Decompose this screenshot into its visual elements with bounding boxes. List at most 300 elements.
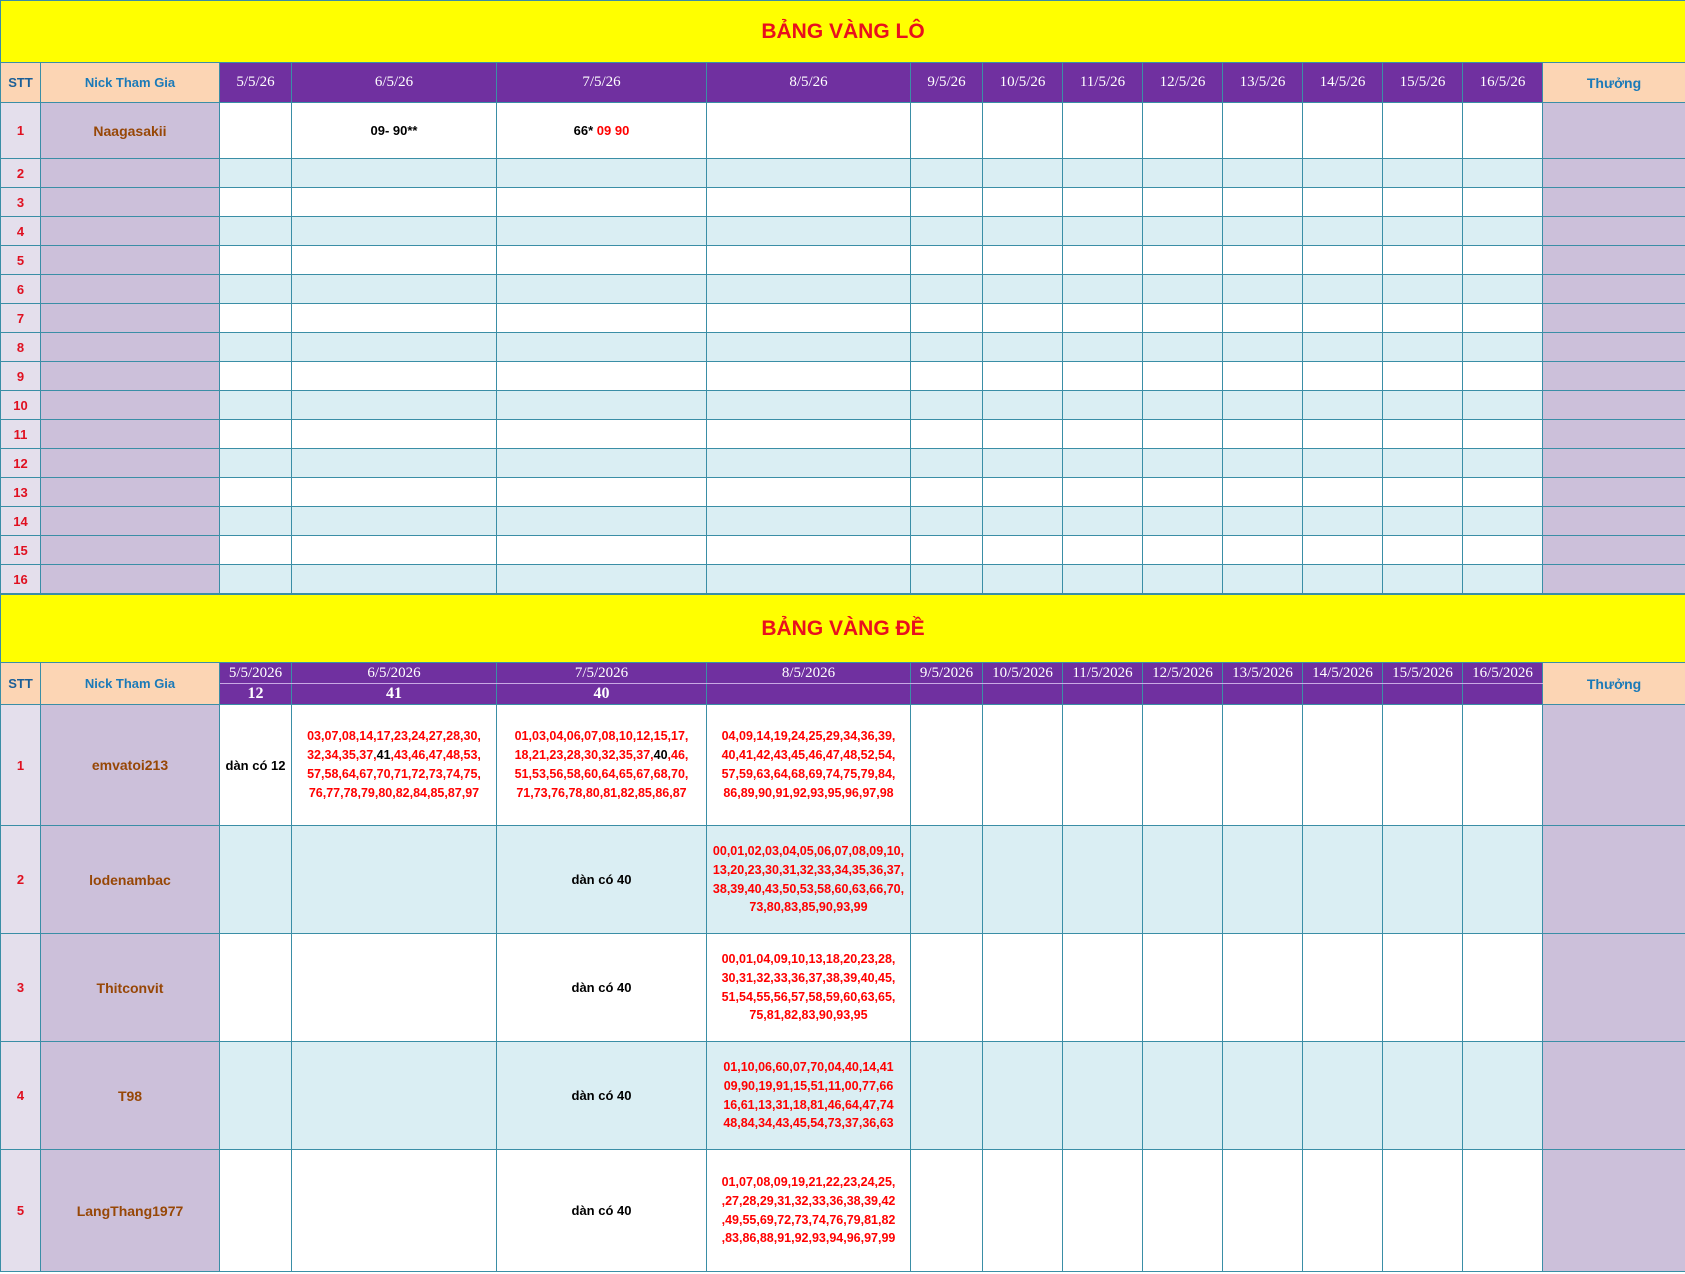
pick-cell[interactable] [1463,159,1543,188]
pick-cell[interactable] [1223,246,1303,275]
pick-cell[interactable] [292,103,497,159]
pick-cell[interactable] [1063,1042,1143,1150]
pick-cell[interactable] [1463,246,1543,275]
pick-cell[interactable] [1383,478,1463,507]
reward-cell[interactable] [1543,705,1685,826]
pick-cell[interactable] [1463,333,1543,362]
pick-cell[interactable] [911,304,983,333]
pick-cell[interactable] [1063,333,1143,362]
pick-cell[interactable] [1383,420,1463,449]
pick-cell[interactable] [1223,478,1303,507]
pick-cell[interactable] [1063,478,1143,507]
pick-cell[interactable] [1383,217,1463,246]
pick-cell[interactable] [1063,391,1143,420]
pick-cell[interactable] [220,449,292,478]
pick-cell[interactable] [1063,246,1143,275]
pick-cell[interactable] [1063,1150,1143,1272]
nick-cell[interactable]: lodenambac [41,826,220,934]
pick-cell[interactable] [1303,1150,1383,1272]
pick-cell[interactable] [1223,304,1303,333]
reward-cell[interactable] [1543,188,1685,217]
pick-cell[interactable] [1143,246,1223,275]
pick-cell[interactable] [1063,449,1143,478]
nick-cell[interactable] [41,217,220,246]
reward-cell[interactable] [1543,449,1685,478]
pick-cell[interactable] [292,420,497,449]
pick-cell[interactable] [1223,449,1303,478]
pick-cell[interactable] [911,1150,983,1272]
pick-cell[interactable] [497,449,707,478]
pick-cell[interactable] [1143,391,1223,420]
pick-cell[interactable] [1143,478,1223,507]
pick-cell[interactable] [220,1150,292,1272]
pick-cell[interactable] [911,536,983,565]
pick-cell[interactable] [1223,507,1303,536]
pick-cell[interactable] [1143,565,1223,594]
pick-cell[interactable] [292,705,497,826]
pick-cell[interactable] [983,565,1063,594]
pick-cell[interactable] [707,934,911,1042]
pick-cell[interactable] [1303,420,1383,449]
pick-cell[interactable] [292,1150,497,1272]
pick-cell[interactable] [497,478,707,507]
pick-cell[interactable] [707,1150,911,1272]
pick-cell[interactable] [1463,103,1543,159]
pick-cell[interactable] [707,391,911,420]
pick-cell[interactable] [497,304,707,333]
pick-cell[interactable] [1463,507,1543,536]
reward-cell[interactable] [1543,1042,1685,1150]
pick-cell[interactable] [1143,159,1223,188]
pick-cell[interactable] [1063,826,1143,934]
pick-cell[interactable] [1383,333,1463,362]
pick-cell[interactable] [1463,188,1543,217]
pick-cell[interactable] [292,333,497,362]
nick-cell[interactable] [41,391,220,420]
pick-cell[interactable] [707,1042,911,1150]
pick-cell[interactable] [292,1042,497,1150]
pick-cell[interactable] [1063,103,1143,159]
pick-cell[interactable] [1143,188,1223,217]
pick-cell[interactable] [1303,188,1383,217]
pick-cell[interactable] [1303,304,1383,333]
pick-cell[interactable] [983,536,1063,565]
pick-cell[interactable] [911,449,983,478]
pick-cell[interactable] [1463,304,1543,333]
pick-cell[interactable] [220,705,292,826]
reward-cell[interactable] [1543,1150,1685,1272]
pick-cell[interactable] [1143,304,1223,333]
pick-cell[interactable] [1303,1042,1383,1150]
pick-cell[interactable] [1143,507,1223,536]
pick-cell[interactable] [983,362,1063,391]
pick-cell[interactable] [1223,103,1303,159]
pick-cell[interactable] [911,420,983,449]
reward-cell[interactable] [1543,159,1685,188]
pick-cell[interactable] [220,934,292,1042]
pick-cell[interactable] [1143,705,1223,826]
pick-cell[interactable] [1223,188,1303,217]
pick-cell[interactable] [983,103,1063,159]
pick-cell[interactable] [1383,826,1463,934]
pick-cell[interactable] [1303,391,1383,420]
pick-cell[interactable] [220,826,292,934]
pick-cell[interactable] [1463,420,1543,449]
pick-cell[interactable] [292,826,497,934]
reward-cell[interactable] [1543,420,1685,449]
pick-cell[interactable] [1223,217,1303,246]
date-header: 7/5/2026 [497,663,707,684]
pick-cell[interactable] [1143,1042,1223,1150]
pick-cell[interactable] [1463,826,1543,934]
pick-cell[interactable] [983,705,1063,826]
pick-cell[interactable] [497,826,707,934]
pick-cell[interactable] [1063,217,1143,246]
pick-cell[interactable] [292,275,497,304]
nick-cell[interactable] [41,536,220,565]
pick-cell[interactable] [1383,304,1463,333]
nick-cell[interactable] [41,565,220,594]
pick-cell[interactable] [220,275,292,304]
reward-cell[interactable] [1543,391,1685,420]
date-header: 5/5/2026 [220,663,292,684]
pick-cell[interactable] [497,333,707,362]
reward-cell[interactable] [1543,478,1685,507]
nick-cell[interactable] [41,333,220,362]
pick-cell[interactable] [220,188,292,217]
pick-cell[interactable] [983,420,1063,449]
pick-cell[interactable] [220,420,292,449]
pick-cell[interactable] [911,391,983,420]
pick-cell[interactable] [911,217,983,246]
nick-cell[interactable] [41,478,220,507]
pick-cell[interactable] [1383,188,1463,217]
pick-cell[interactable] [1143,826,1223,934]
pick-cell[interactable] [1463,1150,1543,1272]
pick-cell[interactable] [292,478,497,507]
pick-cell[interactable] [1383,246,1463,275]
pick-cell[interactable] [1143,275,1223,304]
pick-cell[interactable] [292,391,497,420]
pick-cell[interactable] [707,275,911,304]
pick-cell[interactable] [707,826,911,934]
pick-cell[interactable] [1143,217,1223,246]
pick-cell[interactable] [292,159,497,188]
pick-cell[interactable] [497,275,707,304]
pick-cell[interactable] [1463,478,1543,507]
pick-cell[interactable] [497,1042,707,1150]
pick-cell[interactable] [1303,103,1383,159]
pick-cell[interactable] [220,246,292,275]
pick-cell[interactable] [497,362,707,391]
pick-cell[interactable] [911,188,983,217]
pick-cell[interactable] [1063,275,1143,304]
pick-cell[interactable] [911,333,983,362]
nick-cell[interactable] [41,362,220,391]
pick-cell[interactable] [983,304,1063,333]
pick-cell[interactable] [1143,103,1223,159]
nick-cell[interactable] [41,275,220,304]
pick-cell[interactable] [983,333,1063,362]
pick-cell[interactable] [983,934,1063,1042]
pick-cell[interactable] [497,507,707,536]
pick-cell[interactable] [707,159,911,188]
pick-cell[interactable] [1463,565,1543,594]
pick-cell[interactable] [1463,449,1543,478]
pick-cell[interactable] [497,159,707,188]
pick-cell[interactable] [1383,536,1463,565]
pick-cell[interactable] [1383,159,1463,188]
reward-cell[interactable] [1543,246,1685,275]
pick-cell[interactable] [707,103,911,159]
pick-cell[interactable] [1223,391,1303,420]
pick-cell[interactable] [1463,934,1543,1042]
pick-cell[interactable] [1463,217,1543,246]
pick-cell[interactable] [707,246,911,275]
nick-cell[interactable]: T98 [41,1042,220,1150]
nick-cell[interactable]: LangThang1977 [41,1150,220,1272]
pick-cell[interactable] [707,536,911,565]
pick-cell[interactable] [911,565,983,594]
pick-cell[interactable] [1223,565,1303,594]
pick-cell[interactable] [1303,246,1383,275]
pick-cell[interactable] [497,705,707,826]
pick-cell[interactable] [911,826,983,934]
pick-cell[interactable] [497,420,707,449]
pick-cell[interactable] [1383,103,1463,159]
nick-cell[interactable] [41,159,220,188]
pick-cell[interactable] [292,188,497,217]
pick-cell[interactable] [707,362,911,391]
pick-cell[interactable] [1303,333,1383,362]
pick-cell[interactable] [911,507,983,536]
pick-cell[interactable] [497,246,707,275]
pick-cell[interactable] [220,304,292,333]
pick-cell[interactable] [707,705,911,826]
nick-cell[interactable]: emvatoi213 [41,705,220,826]
pick-cell[interactable] [1063,159,1143,188]
pick-cell[interactable] [1063,934,1143,1042]
pick-cell[interactable] [1143,333,1223,362]
pick-cell[interactable] [983,1042,1063,1150]
pick-cell[interactable] [1303,565,1383,594]
pick-cell[interactable] [1303,705,1383,826]
pick-cell[interactable] [1143,449,1223,478]
pick-cell[interactable] [220,333,292,362]
pick-cell[interactable] [911,159,983,188]
pick-cell[interactable] [1463,362,1543,391]
nick-cell[interactable] [41,304,220,333]
result-number [707,684,911,705]
pick-cell[interactable] [983,1150,1063,1272]
reward-cell[interactable] [1543,333,1685,362]
pick-cell[interactable] [1223,934,1303,1042]
pick-cell[interactable] [1463,536,1543,565]
pick-cell[interactable] [911,103,983,159]
pick-cell[interactable] [1303,934,1383,1042]
pick-cell[interactable] [1383,507,1463,536]
pick-cell[interactable] [1463,1042,1543,1150]
pick-cell[interactable] [1383,362,1463,391]
pick-cell[interactable] [497,934,707,1042]
pick-cell[interactable] [983,826,1063,934]
pick-cell[interactable] [1223,1042,1303,1150]
pick-cell[interactable] [1303,478,1383,507]
pick-cell[interactable] [497,188,707,217]
pick-cell[interactable] [983,246,1063,275]
pick-cell[interactable] [1063,536,1143,565]
pick-cell[interactable] [983,391,1063,420]
pick-cell[interactable] [1063,304,1143,333]
reward-cell[interactable] [1543,103,1685,159]
pick-cell[interactable] [1143,934,1223,1042]
nick-cell[interactable]: Naagasakii [41,103,220,159]
pick-cell[interactable] [292,449,497,478]
pick-cell[interactable] [1303,217,1383,246]
pick-cell[interactable] [983,507,1063,536]
nick-cell[interactable]: Thitconvit [41,934,220,1042]
pick-cell[interactable] [983,188,1063,217]
pick-cell[interactable] [1383,275,1463,304]
reward-cell[interactable] [1543,304,1685,333]
pick-cell[interactable] [497,565,707,594]
pick-cell[interactable] [220,507,292,536]
pick-cell[interactable] [707,565,911,594]
pick-cell[interactable] [983,275,1063,304]
row-number: 6 [1,275,41,304]
reward-cell[interactable] [1543,536,1685,565]
pick-cell[interactable] [1143,536,1223,565]
pick-cell[interactable] [497,1150,707,1272]
pick-cell[interactable] [220,159,292,188]
pick-cell[interactable] [220,362,292,391]
pick-cell[interactable] [983,159,1063,188]
pick-cell[interactable] [911,275,983,304]
pick-cell[interactable] [911,246,983,275]
nick-cell[interactable] [41,420,220,449]
pick-cell[interactable] [707,449,911,478]
pick-cell[interactable] [292,362,497,391]
pick-cell[interactable] [1303,507,1383,536]
pick-cell[interactable] [1223,536,1303,565]
nick-cell[interactable] [41,507,220,536]
pick-cell[interactable] [911,362,983,391]
reward-cell[interactable] [1543,507,1685,536]
pick-cell[interactable] [292,507,497,536]
pick-cell[interactable] [1143,1150,1223,1272]
reward-cell[interactable] [1543,217,1685,246]
nick-cell[interactable] [41,188,220,217]
pick-cell[interactable] [497,217,707,246]
pick-cell[interactable] [497,391,707,420]
pick-cell[interactable] [1223,159,1303,188]
pick-cell[interactable] [1063,705,1143,826]
pick-cell[interactable] [983,217,1063,246]
pick-cell[interactable] [1143,420,1223,449]
pick-cell[interactable] [1383,1150,1463,1272]
pick-cell[interactable] [1223,333,1303,362]
pick-cell[interactable] [1223,420,1303,449]
pick-cell[interactable] [292,565,497,594]
pick-cell[interactable] [1143,362,1223,391]
pick-cell[interactable] [1303,826,1383,934]
pick-cell[interactable] [220,565,292,594]
pick-cell[interactable] [983,478,1063,507]
pick-cell[interactable] [911,478,983,507]
pick-cell[interactable] [707,333,911,362]
pick-cell[interactable] [1063,420,1143,449]
reward-cell[interactable] [1543,275,1685,304]
pick-cell[interactable] [707,478,911,507]
pick-cell[interactable] [1303,275,1383,304]
pick-cell[interactable] [1383,1042,1463,1150]
pick-cell[interactable] [1383,449,1463,478]
date-header: 10/5/26 [983,63,1063,103]
nick-cell[interactable] [41,449,220,478]
pick-cell[interactable] [1223,826,1303,934]
pick-cell[interactable] [1063,362,1143,391]
pick-cell[interactable] [707,188,911,217]
pick-cell[interactable] [1063,188,1143,217]
pick-cell[interactable] [1063,565,1143,594]
reward-cell[interactable] [1543,362,1685,391]
pick-cell[interactable] [497,536,707,565]
pick-cell[interactable] [1463,391,1543,420]
pick-cell[interactable] [1223,362,1303,391]
pick-cell[interactable] [292,217,497,246]
pick-cell[interactable] [1463,705,1543,826]
pick-cell[interactable] [220,217,292,246]
pick-cell[interactable] [220,536,292,565]
pick-cell[interactable] [1223,1150,1303,1272]
pick-cell[interactable] [911,705,983,826]
pick-cell[interactable] [1223,275,1303,304]
pick-cell[interactable] [497,103,707,159]
pick-cell[interactable] [292,304,497,333]
pick-cell[interactable] [1383,705,1463,826]
reward-cell[interactable] [1543,565,1685,594]
pick-cell[interactable] [1383,391,1463,420]
pick-cell[interactable] [1303,362,1383,391]
pick-cell[interactable] [707,507,911,536]
pick-cell[interactable] [292,246,497,275]
pick-cell[interactable] [1383,565,1463,594]
reward-cell[interactable] [1543,826,1685,934]
header-reward: Thưởng [1543,63,1685,103]
pick-cell[interactable] [220,391,292,420]
pick-cell[interactable] [1223,705,1303,826]
nick-cell[interactable] [41,246,220,275]
pick-cell[interactable] [1303,449,1383,478]
pick-cell[interactable] [1303,536,1383,565]
pick-cell[interactable] [292,934,497,1042]
pick-cell[interactable] [1463,275,1543,304]
pick-cell[interactable] [1063,507,1143,536]
pick-cell[interactable] [983,449,1063,478]
pick-cell[interactable] [911,934,983,1042]
pick-cell[interactable] [292,536,497,565]
pick-cell[interactable] [707,217,911,246]
pick-cell[interactable] [1383,934,1463,1042]
pick-cell[interactable] [707,420,911,449]
reward-cell[interactable] [1543,934,1685,1042]
pick-cell[interactable] [220,478,292,507]
pick-cell[interactable] [220,1042,292,1150]
pick-cell[interactable] [220,103,292,159]
pick-cell[interactable] [1303,159,1383,188]
pick-cell[interactable] [911,1042,983,1150]
pick-cell[interactable] [707,304,911,333]
